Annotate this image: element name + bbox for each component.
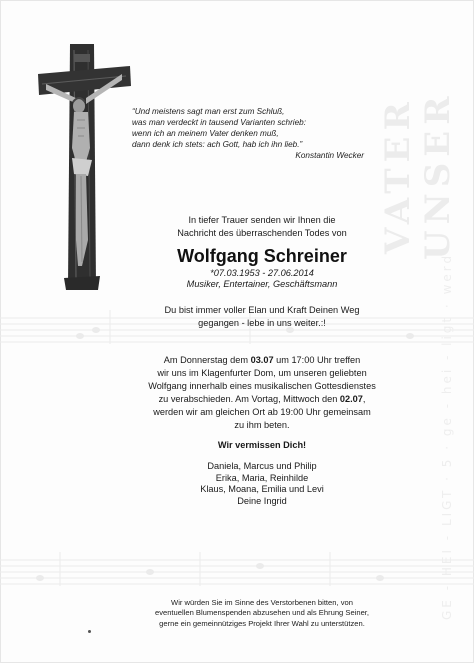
watermark-title: VATER UNSER bbox=[378, 90, 458, 260]
quote-line: dann denk ich stets: ach Gott, hab ich ihn lieb.” bbox=[132, 140, 303, 149]
ceremony-line: werden wir am gleichen Ort ab 19:00 Uhr gemeinsam bbox=[153, 407, 371, 417]
ceremony-date-2: 02.07 bbox=[339, 394, 363, 404]
quote-line: “Und meistens sagt man erst zum Schluß, bbox=[132, 107, 285, 116]
miss-heading: Wir vermissen Dich! bbox=[217, 440, 307, 450]
ceremony-text: , bbox=[362, 394, 366, 404]
donation-note bbox=[136, 598, 388, 629]
footer-line: Wir würden Sie im Sinne des Verstorbenen bitten, von bbox=[171, 598, 353, 607]
deceased-name: Wolfgang Schreiner bbox=[177, 246, 347, 266]
quote-author: Konstantin Wecker bbox=[295, 151, 364, 160]
motto-line: Du bist immer voller Elan und Kraft Deinen Weg bbox=[164, 305, 360, 315]
footer-line: eventuellen Blumenspenden abzusehen und als Ehrung Seiner, bbox=[154, 608, 370, 618]
footer-line: gerne ein gemeinnütziges Projekt Ihrer Wahl zu unterstützen. bbox=[159, 618, 365, 628]
quote-line: wenn ich an meinem Vater denken muß, bbox=[132, 129, 279, 138]
deceased-info bbox=[150, 268, 374, 290]
announcement-intro bbox=[150, 214, 374, 240]
crucifix-icon bbox=[36, 40, 132, 292]
intro-line: Nachricht des überraschenden Todes von bbox=[177, 228, 347, 238]
family-line: Erika, Maria, Reinhilde bbox=[215, 472, 309, 483]
family-line: Daniela, Marcus und Philip bbox=[207, 461, 317, 471]
print-dot bbox=[88, 630, 91, 633]
ceremony-line bbox=[138, 393, 386, 406]
motto-line: gegangen - lebe in uns weiter.:! bbox=[198, 318, 326, 328]
ceremony-line: Wolfgang innerhalb eines musikalischen Gottesdienstes bbox=[148, 381, 376, 391]
motto bbox=[138, 304, 386, 330]
intro-line: In tiefer Trauer senden wir Ihnen die bbox=[188, 215, 336, 225]
ceremony-line: wir uns im Klagenfurter Dom, um unseren geliebten bbox=[157, 368, 367, 378]
family-list bbox=[150, 461, 374, 507]
ceremony-text: um 17:00 Uhr treffen bbox=[273, 355, 361, 365]
ceremony-line bbox=[138, 354, 386, 367]
ceremony-line: zu ihm beten. bbox=[234, 420, 290, 430]
watermark-lyrics: GE - HEI - LIGT · 5 · ge - hei - ligt · werd bbox=[440, 252, 454, 620]
quote-block bbox=[132, 106, 372, 161]
family-line: Deine Ingrid bbox=[237, 495, 287, 506]
ceremony-date-1: 03.07 bbox=[250, 355, 274, 365]
ceremony-text: Am Donnerstag dem bbox=[163, 355, 251, 365]
occupation: Musiker, Entertainer, Geschäftsmann bbox=[186, 279, 338, 289]
ceremony-text: zu verabschieden. Am Vortag, Mittwoch den bbox=[158, 394, 340, 404]
family-line: Klaus, Moana, Emilia und Levi bbox=[200, 484, 324, 494]
ceremony-details bbox=[138, 354, 386, 432]
quote-line: was man verdeckt in tausend Varianten schrieb: bbox=[132, 118, 306, 127]
life-dates: *07.03.1953 - 27.06.2014 bbox=[210, 268, 314, 278]
